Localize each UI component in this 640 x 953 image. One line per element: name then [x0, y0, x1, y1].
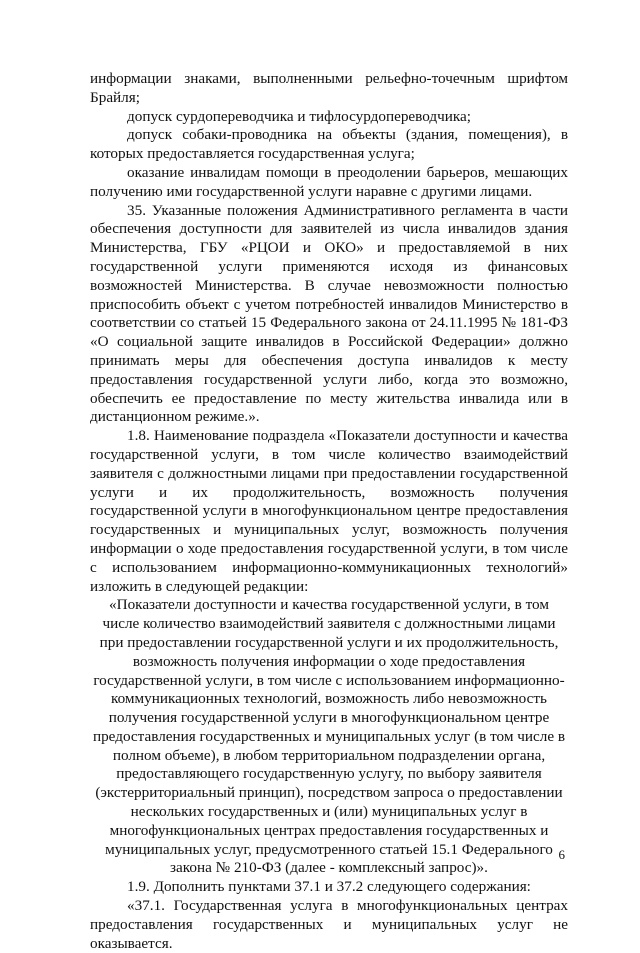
paragraph-new-heading: «Показатели доступности и качества государственной услуги, в том числе количество взаимодействий заявителя с должностными лицами при предоставлении государственной услуги и их продолжительность, возможность получения информации о ходе предоставления государственной услуги, в том числе с использованием информационно-коммуникационных технологий, возможность либо невозможность получения государственной услуги в многофункциональном центре предоставления государственных и муниципальных услуг (в том числе в полном объеме), в любом территориальном подразделении органа, предоставляющего государственную услугу, по выбору заявителя (экстерриториальный принцип), посредством запроса о предоставлении нескольких государственных и (или) муниципальных услуг в многофункциональных центрах предоставления государственных и муниципальных услуг, предусмотренного статьей 15.1 Федерального закона № 210-ФЗ (далее - комплексный запрос)».	[92, 596, 566, 877]
paragraph-1-8: 1.8. Наименование подраздела «Показатели доступности и качества государственной услуги, в том числе количество взаимодействий заявителя с должностными лицами при предоставлении государственной услуги и их продолжительность, возможность получения государственной услуги в многофункциональном центре предоставления государственных и муниципальных услуг, возможность получения информации о ходе предоставления государственной услуги, в том числе с использованием информационно-коммуникационных технологий» изложить в следующей редакции:	[90, 427, 568, 595]
document-body	[90, 70, 568, 953]
paragraph-guide-dog: допуск собаки-проводника на объекты (здания, помещения), в которых предоставляется государственная услуга;	[90, 126, 568, 163]
page-number: 6	[558, 847, 565, 862]
paragraph-assistance: оказание инвалидам помощи в преодолении барьеров, мешающих получению ими государственной услуги наравне с другими лицами.	[90, 163, 568, 200]
paragraph-1-9: 1.9. Дополнить пунктами 37.1 и 37.2 следующего содержания:	[127, 878, 531, 896]
paragraph-sign-interpreter: допуск сурдопереводчика и тифлосурдопереводчика;	[127, 107, 471, 125]
paragraph-37-1: «37.1. Государственная услуга в многофункциональных центрах предоставления государственных и муниципальных услуг не оказывается.	[90, 897, 568, 952]
paragraph-35: 35. Указанные положения Административного регламента в части обеспечения доступности для заявителей из числа инвалидов здания Министерства, ГБУ «РЦОИ и ОКО» и предоставляемой в них государственной услуги применяются исходя из финансовых возможностей Министерства. В случае невозможности полностью приспособить объект с учетом потребностей инвалидов Министерство в соответствии со статьей 15 Федерального закона от 24.11.1995 № 181-ФЗ «О социальной защите инвалидов в Российской Федерации» должно принимать меры для обеспечения доступа инвалидов к месту предоставления государственной услуги либо, когда это возможно, обеспечить ее предоставление по месту жительства инвалида или в дистанционном режиме.».	[90, 201, 568, 426]
paragraph-braille: информации знаками, выполненными рельефно-точечным шрифтом Брайля;	[90, 70, 568, 106]
